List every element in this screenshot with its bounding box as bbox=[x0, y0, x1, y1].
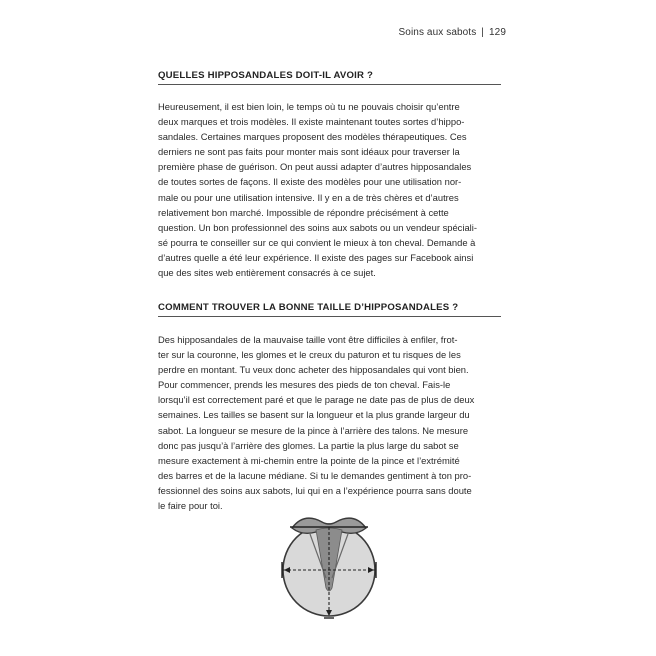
hoof-measurement-diagram bbox=[270, 512, 388, 624]
paragraph-hipposandales-size bbox=[158, 332, 503, 513]
text-line: lorsqu’il est correctement paré et que le parage ne date pas de plus de deux bbox=[158, 394, 475, 406]
text-line: perdre en montant. Tu veux donc acheter des hipposandales qui vont bien. bbox=[158, 364, 469, 376]
text-line: male ou pour une utilisation intensive. Il y en a de très chères et d’autres bbox=[158, 191, 459, 203]
text-line: sé pourra te conseiller sur ce qui convient le mieux à ton cheval. Demande à bbox=[158, 236, 476, 248]
text-line: des barres et de la lacune médiane. Si tu le demandes gentiment à ton pro- bbox=[158, 469, 472, 481]
text-line: semaines. Les tailles se basent sur la longueur et la plus grande largeur du bbox=[158, 409, 470, 421]
paragraph-hipposandales-choice bbox=[158, 99, 503, 280]
text-line: donc pas jusqu’à l’arrière des glomes. La partie la plus large du sabot se bbox=[158, 439, 459, 451]
text-line: sabot. La longueur se mesure de la pince à l’arrière des talons. Ne mesure bbox=[158, 424, 469, 436]
text-line: Des hipposandales de la mauvaise taille vont être difficiles à enfiler, frot- bbox=[158, 334, 458, 345]
text-line: question. Un bon professionnel des soins aux sabots ou un vendeur spéciali- bbox=[158, 221, 477, 233]
text-line: Heureusement, il est bien loin, le temps où tu ne pouvais choisir qu’entre bbox=[158, 101, 460, 112]
text-line: sandales. Certaines marques proposent des modèles thérapeutiques. Ces bbox=[158, 131, 467, 143]
page-number: 129 bbox=[489, 27, 506, 38]
text-line: deux marques et trois modèles. Il existe maintenant toutes sortes d’hippo- bbox=[158, 116, 465, 128]
section-title-hipposandales-choice: QUELLES HIPPOSANDALES DOIT-IL AVOIR ? bbox=[158, 70, 501, 85]
section-title-hipposandales-size: COMMENT TROUVER LA BONNE TAILLE D’HIPPOSANDALES ? bbox=[158, 302, 501, 317]
running-title: Soins aux sabots bbox=[398, 27, 477, 38]
text-line: Pour commencer, prends les mesures des pieds de ton cheval. Fais-le bbox=[158, 379, 451, 391]
text-line: de toutes sortes de façons. Il existe des modèles pour une utilisation nor- bbox=[158, 176, 462, 188]
text-line: derniers ne sont pas faits pour monter mais sont idéaux pour traverser la bbox=[158, 146, 460, 158]
text-line: relativement bon marché. Impossible de répondre précisément à cette bbox=[158, 206, 449, 218]
text-line: première phase de guérison. On peut aussi adapter d’autres hipposandales bbox=[158, 161, 472, 173]
text-line: ter sur la couronne, les glomes et le creux du paturon et tu risques de les bbox=[158, 349, 461, 361]
text-line: d’autres quelle a été leur expérience. Il existe des pages sur Facebook ainsi bbox=[158, 251, 474, 263]
running-head bbox=[399, 27, 506, 38]
text-line: fessionnel des soins aux sabots, lui qui en a l’expérience pourra sans doute bbox=[158, 484, 472, 496]
text-line: le faire pour toi. bbox=[158, 500, 223, 512]
text-line: mesure exactement à mi-chemin entre la pointe de la pince et l’extrémité bbox=[158, 454, 460, 466]
text-line: que des sites web entièrement consacrés à ce sujet. bbox=[158, 267, 376, 279]
header-separator: | bbox=[481, 27, 484, 38]
